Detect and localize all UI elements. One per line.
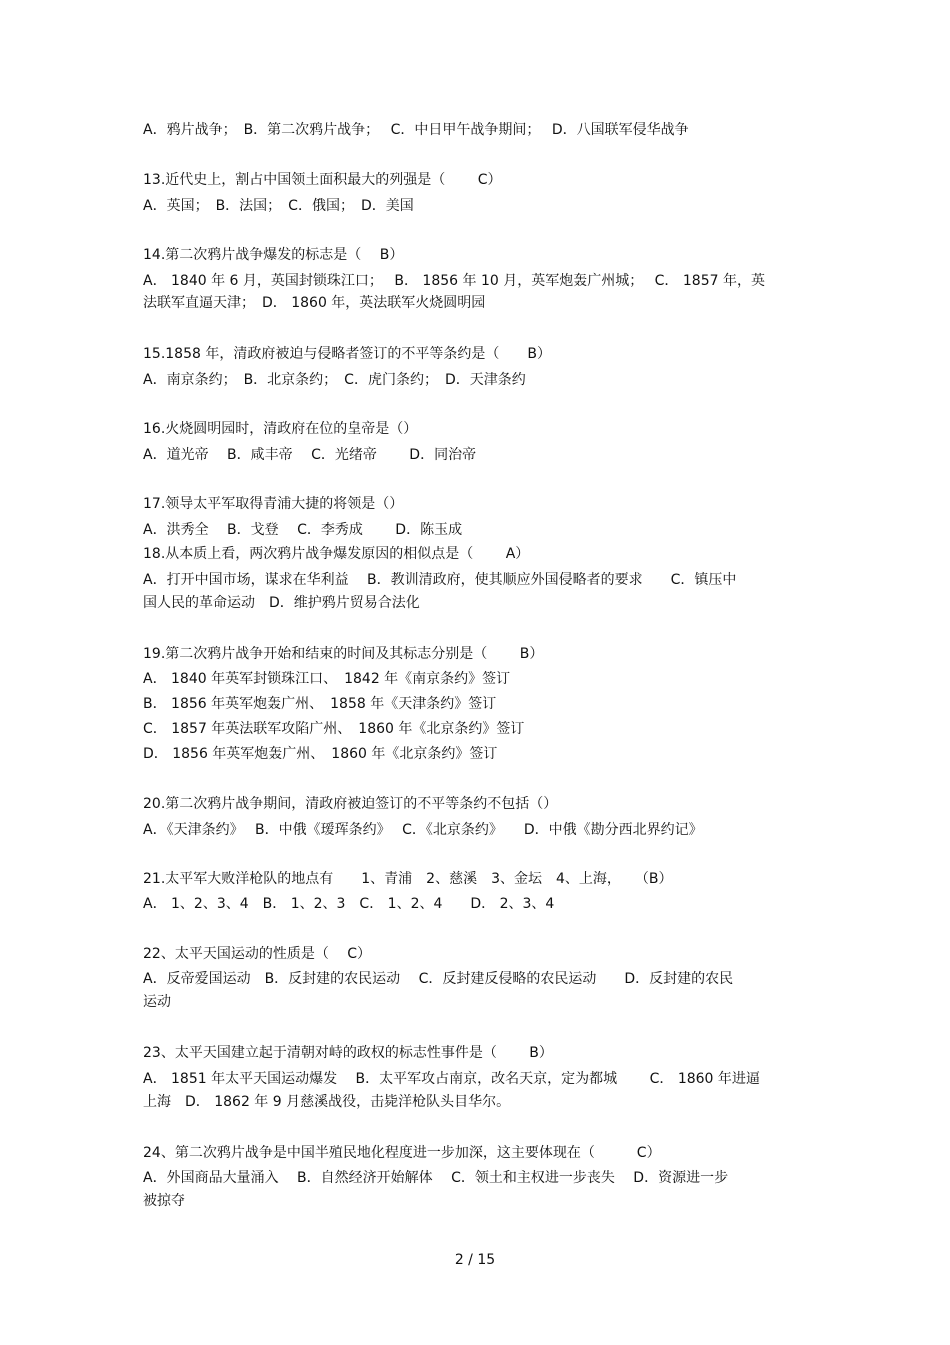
q23-options-line1: A． 1851 年太平天国运动爆发 B．太平军攻占南京，改名天京，定为都城 C． 1860 年进逼 — [143, 1071, 760, 1087]
q17-options: A．洪秀全 B．戈登 C．李秀成 D．陈玉成 — [143, 522, 463, 538]
q24-options-line2: 被掠夺 — [143, 1193, 185, 1209]
q19-option-b: B． 1856 年英军炮轰广州、 1858 年《天津条约》签订 — [143, 696, 497, 712]
q15-options: A．南京条约； B．北京条约； C．虎门条约； D．天津条约 — [143, 372, 526, 388]
q24-question: 24、第二次鸦片战争是中国半殖民地化程度进一步加深，这主要体现在（ C） — [143, 1145, 661, 1161]
q24-options-line1: A．外国商品大量涌入 B．自然经济开始解体 C．领土和主权进一步丧失 D．资源进一步 — [143, 1170, 729, 1186]
q18-question: 18.从本质上看，两次鸦片战争爆发原因的相似点是（ A） — [143, 546, 530, 562]
q18-options-line2: 国人民的革命运动 D．维护鸦片贸易合法化 — [143, 595, 420, 611]
q21-options: A． 1、2、3、4 B． 1、2、3 C． 1、2、4 D． 2、3、4 — [143, 896, 555, 912]
q20-question: 20.第二次鸦片战争期间，清政府被迫签订的不平等条约不包括（） — [143, 796, 558, 812]
q19-option-a: A． 1840 年英军封锁珠江口、 1842 年《南京条约》签订 — [143, 671, 511, 687]
q17-question: 17.领导太平军取得青浦大捷的将领是（） — [143, 496, 404, 512]
q16-options: A．道光帝 B．咸丰帝 C．光绪帝 D．同治帝 — [143, 447, 477, 463]
q18-options-line1: A．打开中国市场，谋求在华利益 B．教训清政府，使其顺应外国侵略者的要求 C．镇压中 — [143, 572, 737, 588]
q21-question: 21.太平军大败洋枪队的地点有 1、青浦 2、慈溪 3、金坛 4、上海， （B） — [143, 871, 673, 887]
q22-options-line2: 运动 — [143, 994, 171, 1010]
page-number: 2 / 15 — [454, 1252, 496, 1268]
q19-option-c: C． 1857 年英法联军攻陷广州、 1860 年《北京条约》签订 — [143, 721, 525, 737]
q19-option-d: D． 1856 年英军炮轰广州、 1860 年《北京条约》签订 — [143, 746, 498, 762]
q12-options: A．鸦片战争； B．第二次鸦片战争； C．中日甲午战争期间； D．八国联军侵华战争 — [143, 122, 689, 138]
q23-question: 23、太平天国建立起于清朝对峙的政权的标志性事件是（ B） — [143, 1045, 553, 1061]
q13-question: 13.近代史上，割占中国领土面积最大的列强是（ C） — [143, 172, 502, 188]
q14-options-line2: 法联军直逼天津； D． 1860 年，英法联军火烧圆明园 — [143, 295, 486, 311]
q20-options: A．《天津条约》 B．中俄《瑷珲条约》 C．《北京条约》 D．中俄《勘分西北界约记》 — [143, 822, 703, 838]
q19-question: 19.第二次鸦片战争开始和结束的时间及其标志分别是（ B） — [143, 646, 544, 662]
q13-options: A．英国； B．法国； C．俄国； D．美国 — [143, 198, 414, 214]
q15-question: 15.1858 年，清政府被迫与侵略者签订的不平等条约是（ B） — [143, 346, 551, 362]
q23-options-line2: 上海 D． 1862 年 9 月慈溪战役，击毙洋枪队头目华尔。 — [143, 1094, 511, 1110]
q22-question: 22、太平天国运动的性质是（ C） — [143, 946, 372, 962]
q14-question: 14.第二次鸦片战争爆发的标志是（ B） — [143, 247, 404, 263]
q14-options-line1: A． 1840 年 6 月，英国封锁珠江口； B． 1856 年 10 月，英军炮轰广州城； C． 1857 年，英 — [143, 273, 765, 289]
q16-question: 16.火烧圆明园时，清政府在位的皇帝是（） — [143, 421, 418, 437]
q22-options-line1: A．反帝爱国运动 B．反封建的农民运动 C．反封建反侵略的农民运动 D．反封建的农民 — [143, 971, 734, 987]
